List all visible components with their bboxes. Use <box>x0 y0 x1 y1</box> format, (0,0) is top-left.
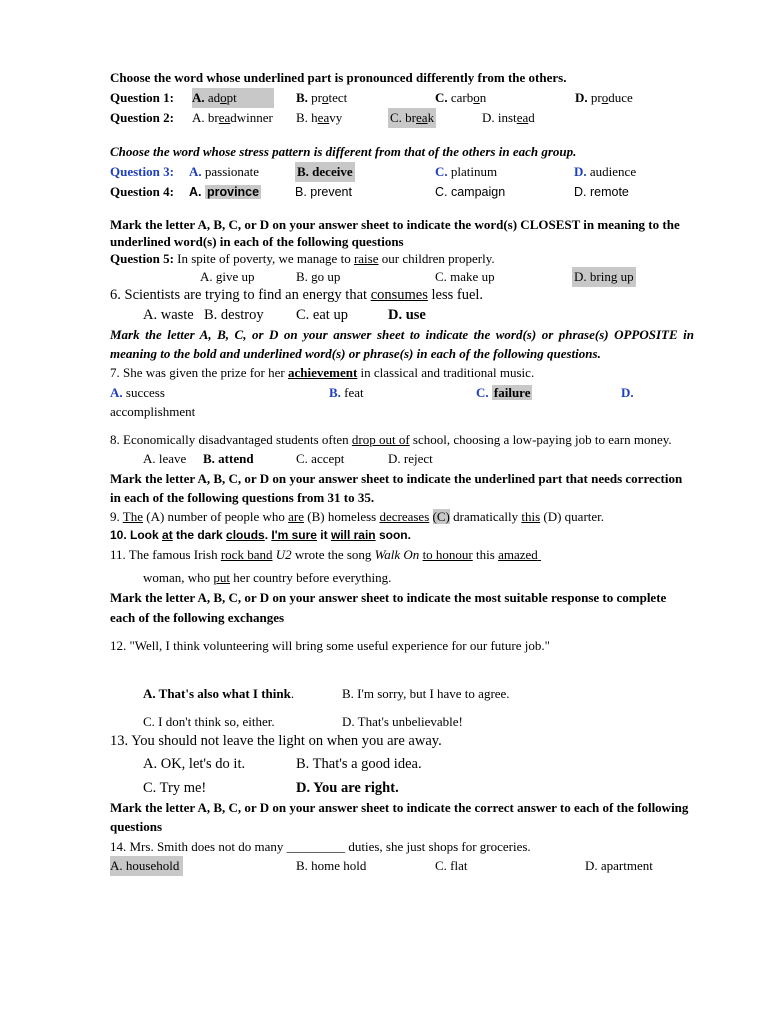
q2-option-a[interactable]: A. breadwinner <box>192 110 273 125</box>
q2-option-c[interactable]: C. break <box>388 108 436 128</box>
q6-option-b[interactable]: B. destroy <box>204 307 264 323</box>
q14-option-a[interactable]: A. household <box>110 856 183 876</box>
q8-option-b[interactable]: B. attend <box>203 451 254 466</box>
question-7-options <box>110 383 694 403</box>
q4-label: Question 4: <box>110 184 174 199</box>
question-11-line1: 11. The famous Irish rock band U2 wrote the song Walk On to honour this amazed <box>110 547 538 562</box>
question-4 <box>110 182 694 202</box>
q6-option-d[interactable]: D. use <box>388 307 426 323</box>
q7-option-a[interactable]: A. success <box>110 385 165 400</box>
q4-option-d[interactable]: D. remote <box>574 185 629 199</box>
question-14-options <box>110 856 694 874</box>
question-8-options <box>110 449 694 469</box>
q12-option-d[interactable]: D. That's unbelievable! <box>342 714 463 729</box>
q8-option-c[interactable]: C. accept <box>296 451 345 466</box>
q4-option-a[interactable]: A. province <box>189 185 260 199</box>
q6-option-a[interactable]: A. waste <box>143 307 194 323</box>
question-2 <box>110 108 694 128</box>
q13-option-b[interactable]: B. That's a good idea. <box>296 756 422 772</box>
q3-label: Question 3: <box>110 164 174 179</box>
q3-option-d[interactable]: D. audience <box>574 164 637 179</box>
q7-option-c[interactable]: C. failure <box>476 385 531 400</box>
q7-option-d-letter[interactable]: D. <box>621 385 634 400</box>
question-6-stem: 6. Scientists are trying to find an energy that consumes less fuel. <box>110 287 484 303</box>
question-11-line2: woman, who put her country before everything. <box>143 570 392 585</box>
worksheet <box>110 68 694 874</box>
instruction-exchanges: Mark the letter A, B, C, or D on your answer sheet to indicate the most suitable response to complete each of the following exchanges <box>110 590 667 625</box>
question-13-options-row1 <box>110 754 694 774</box>
q14-option-b[interactable]: B. home hold <box>296 858 367 873</box>
instruction-stress: Choose the word whose stress pattern is different from that of the others in each group. <box>110 144 577 159</box>
question-8-stem: 8. Economically disadvantaged students often drop out of school, choosing a low-paying job to earn money. <box>110 432 672 447</box>
q4-option-c[interactable]: C. campaign <box>435 185 506 199</box>
question-12-options-row2 <box>110 712 694 732</box>
question-14-stem: 14. Mrs. Smith does not do many _________ duties, she just shops for groceries. <box>110 839 531 854</box>
question-1 <box>110 88 694 108</box>
question-13-options-row2 <box>110 778 694 798</box>
q12-option-a[interactable]: A. That's also what I think. <box>143 686 295 701</box>
question-7-stem: 7. She was given the prize for her achievement in classical and traditional music. <box>110 365 535 380</box>
question-9: 9. The (A) number of people who are (B) homeless decreases (C) dramatically this (D) quarter. <box>110 509 605 524</box>
q12-option-b[interactable]: B. I'm sorry, but I have to agree. <box>342 686 510 701</box>
q1-option-c[interactable]: C. carbon <box>435 90 487 105</box>
q5-option-a[interactable]: A. give up <box>200 269 255 284</box>
q7-option-b[interactable]: B. feat <box>329 385 364 400</box>
instruction-pronunciation: Choose the word whose underlined part is pronounced differently from the others. <box>110 70 567 85</box>
question-12-options-row1 <box>110 684 694 704</box>
q5-option-b[interactable]: B. go up <box>296 269 341 284</box>
question-13-stem: 13. You should not leave the light on when you are away. <box>110 733 442 749</box>
q13-option-d[interactable]: D. You are right. <box>296 780 399 796</box>
instruction-opposite: Mark the letter A, B, C, or D on your answer sheet to indicate the word(s) or phrase(s) OPPOSITE in meaning to the bold and underlined word(s) or phrase(s) in each of the following questions. <box>110 327 694 361</box>
q3-option-a[interactable]: A. passionate <box>189 164 260 179</box>
q6-option-c[interactable]: C. eat up <box>296 307 348 323</box>
q1-option-b[interactable]: B. protect <box>296 90 348 105</box>
q2-option-b[interactable]: B. heavy <box>296 110 343 125</box>
question-12-stem: 12. "Well, I think volunteering will bring some useful experience for our future job." <box>110 638 550 653</box>
q13-option-c[interactable]: C. Try me! <box>143 780 207 796</box>
q12-option-c[interactable]: C. I don't think so, either. <box>143 714 275 729</box>
question-5-stem: Question 5: In spite of poverty, we manage to raise our children properly. <box>110 251 495 266</box>
question-10: 10. Look at the dark clouds. I'm sure it will rain soon. <box>110 528 411 542</box>
q8-option-d[interactable]: D. reject <box>388 451 433 466</box>
q3-option-b[interactable]: B. deceive <box>295 162 355 182</box>
q5-option-c[interactable]: C. make up <box>435 269 495 284</box>
q1-option-d[interactable]: D. produce <box>575 90 633 105</box>
q5-option-d[interactable]: D. bring up <box>572 267 636 287</box>
q4-option-b[interactable]: B. prevent <box>295 185 352 199</box>
q14-option-c[interactable]: C. flat <box>435 858 468 873</box>
q8-option-a[interactable]: A. leave <box>143 451 187 466</box>
instruction-closest: Mark the letter A, B, C, or D on your answer sheet to indicate the word(s) CLOSEST in meaning to the underlined word(s) in each of the following questions <box>110 217 680 249</box>
q2-label: Question 2: <box>110 110 174 125</box>
q2-option-d[interactable]: D. instead <box>482 110 535 125</box>
instruction-correct-answer: Mark the letter A, B, C, or D on your answer sheet to indicate the correct answer to each of the following questions <box>110 800 689 834</box>
question-5-options <box>110 267 694 285</box>
q14-option-d[interactable]: D. apartment <box>585 858 653 873</box>
q1-label: Question 1: <box>110 90 174 105</box>
instruction-correction: Mark the letter A, B, C, or D on your answer sheet to indicate the underlined part that needs correction in each of the following questions from 31 to 35. <box>110 471 683 505</box>
q13-option-a[interactable]: A. OK, let's do it. <box>143 756 246 772</box>
q3-option-c[interactable]: C. platinum <box>435 164 498 179</box>
q7-option-d-text[interactable]: accomplishment <box>110 404 196 419</box>
question-6-options <box>110 305 694 325</box>
q1-option-a[interactable]: A. adopt <box>192 88 274 108</box>
question-3 <box>110 162 694 182</box>
